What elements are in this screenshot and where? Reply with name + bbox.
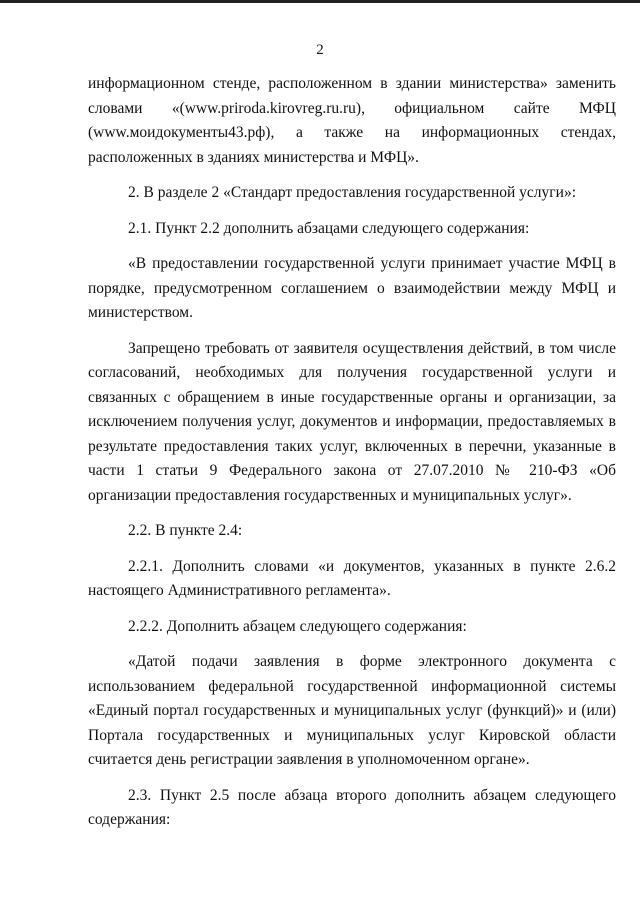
paragraph-section-2: 2. В разделе 2 «Стандарт предоставления государственной услуги»:	[128, 184, 577, 201]
paragraph-item-2-2-1: 2.2.1. Дополнить словами «и документов, указанных в пункте 2.6.2 настоящего Административного регламента».	[88, 557, 616, 599]
page-number: 2	[316, 42, 324, 58]
paragraph-item-2-2: 2.2. В пункте 2.4:	[128, 522, 243, 539]
paragraph-item-2-1: 2.1. Пункт 2.2 дополнить абзацами следующего содержания:	[128, 219, 530, 237]
document-body	[88, 72, 616, 833]
top-border-line	[0, 0, 640, 3]
paragraph-quote-mfc: «В предоставлении государственной услуги принимает участие МФЦ в порядке, предусмотренном соглашением о взаимодействии между МФЦ и министерством.	[88, 255, 616, 321]
paragraph-quote-filing-date: «Датой подачи заявления в форме электронного документа с использованием федеральной государственной информационной системы «Единый портал государственных и муниципальных услуг (функций)» и (или) Портала государственных и муниципальных услуг Кировской области считается день регистрации заявления в уполномоченном органе».	[88, 653, 616, 768]
paragraph-continuation: информационном стенде, расположенном в здании министерства» заменить словами «(www.priroda.kirovreg.ru.ru), официальном сайте МФЦ (www.моидокументы43.рф), а также на информационных стендах, расположенных в зданиях министерства и МФЦ».	[88, 75, 616, 166]
paragraph-item-2-3: 2.3. Пункт 2.5 после абзаца второго дополнить абзацем следующего содержания:	[88, 786, 616, 828]
paragraph-item-2-2-2: 2.2.2. Дополнить абзацем следующего содержания:	[128, 617, 467, 635]
paragraph-prohibition: Запрещено требовать от заявителя осуществления действий, в том числе согласований, необходимых для получения государственной услуги и связанных с обращением в иные государственные органы и организации, за исключением получения услуг, документов и информации, предоставляемых в результате предоставления таких услуг, включенных в перечни, указанные в части 1 статьи 9 Федерального закона от 27.07.2010 № 210-ФЗ «Об организации предоставления государственных и муниципальных услуг».	[88, 339, 616, 504]
